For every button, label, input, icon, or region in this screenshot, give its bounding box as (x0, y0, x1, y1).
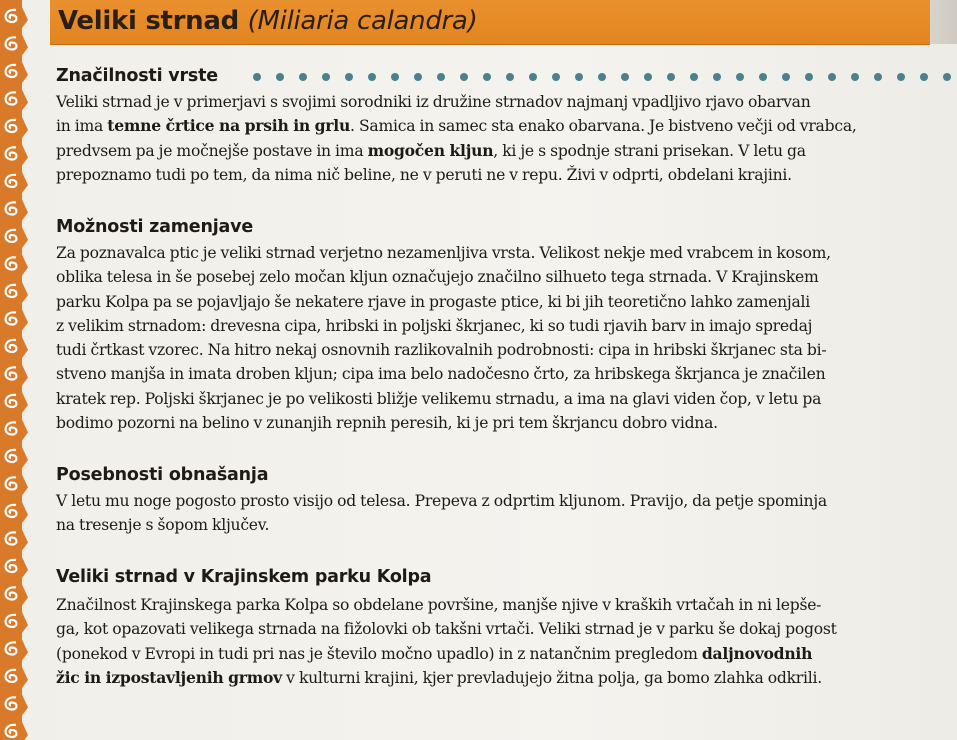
leader-dot (506, 73, 514, 81)
leader-dot (253, 73, 261, 81)
section-heading-behaviour: Posebnosti obnašanja (56, 465, 269, 485)
leader-dot (874, 73, 882, 81)
section-heading-confusion: Možnosti zamenjave (56, 217, 254, 237)
text-line (56, 163, 940, 187)
section-text-park (56, 593, 940, 690)
text-run: (ponekod v Evropi in tudi pri nas je število močno upadlo) in z natančnim pregledom (56, 644, 702, 663)
leader-dot (299, 73, 307, 81)
leader-dot (920, 73, 928, 81)
bold-text: mogočen kljun (367, 140, 494, 160)
leader-dot (414, 73, 422, 81)
bold-text: daljnovodnih (701, 643, 813, 663)
text-run: na tresenje s šopom ključev. (56, 516, 270, 535)
title-main: Veliki strnad (58, 6, 248, 36)
text-run: v kulturni krajini, kjer prevladujejo žitna polja, ga bomo zlahka odkrili. (281, 668, 822, 687)
text-run: ga, kot opazovati velikega strnada na fižolovki ob takšni vrtači. Veliki strnad je v parku še dokaj pogost (56, 620, 837, 639)
leader-dot (552, 73, 560, 81)
text-line (56, 114, 940, 138)
leader-dot (437, 73, 445, 81)
text-run: Za poznavalca ptic je veliki strnad verjetno nezamenljiva vrsta. Velikost nekje med vrabcem in kosom, (56, 244, 831, 262)
text-run: z velikim strnadom: drevesna cipa, hribski in poljski škrjanec, ki so tudi rjavih barv in imajo spredaj (56, 316, 813, 335)
text-line (56, 387, 940, 411)
title-bar-edge (930, 0, 957, 44)
section-heading-park: Veliki strnad v Krajinskem parku Kolpa (56, 567, 432, 587)
leader-dot (713, 73, 721, 81)
decorative-left-border (0, 0, 30, 740)
text-run: in ima (56, 117, 108, 136)
text-line (56, 90, 940, 114)
text-run: V letu mu noge pogosto prosto visijo od telesa. Prepeva z odprtim kljunom. Pravijo, da petje spominja (56, 492, 827, 510)
bold-text: žic in izpostavljenih grmov (56, 667, 282, 687)
text-line (56, 593, 940, 617)
text-line (56, 489, 940, 513)
text-run: predvsem pa je močnejše postave in ima (56, 141, 368, 160)
leader-dot (529, 73, 537, 81)
text-line (56, 642, 940, 666)
leader-dot (736, 73, 744, 81)
leader-dot (345, 73, 353, 81)
text-run: oblika telesa in še posebej zelo močan kljun označujejo značilno silhueto tega strnada. V Krajinskem (56, 268, 819, 287)
leader-dot (851, 73, 859, 81)
leader-dot (805, 73, 813, 81)
text-run: parku Kolpa pa se pojavljajo še nekatere rjave in progaste ptice, ki bi jih teoretično lahko zamenjali (56, 292, 811, 311)
leader-dot (644, 73, 652, 81)
section-text-behaviour (56, 489, 940, 538)
leader-dot (667, 73, 675, 81)
text-run: . Samica in samec sta enako obarvana. Je bistveno večji od vrabca, (350, 117, 857, 136)
title-latin-name: (Miliaria calandra) (247, 6, 478, 36)
leader-dot (575, 73, 583, 81)
text-line (56, 513, 940, 537)
text-run: stveno manjša in imata droben kljun; cipa ima belo nadočesno črto, za hribskega škrjanca je značilen (56, 365, 826, 384)
text-line (56, 666, 940, 690)
leader-dot (483, 73, 491, 81)
leader-dot (690, 73, 698, 81)
leader-dot (276, 73, 284, 81)
text-run: bodimo pozorni na belino v zunanjih repnih peresih, ki je pri tem škrjancu dobro vidna. (56, 414, 718, 433)
section-heading-characteristics: Značilnosti vrste (56, 66, 218, 86)
text-line (56, 314, 940, 338)
dotted-leader (252, 72, 957, 82)
bold-text: temne črtice na prsih in grlu (107, 116, 351, 136)
leader-dot (759, 73, 767, 81)
text-run: Veliki strnad je v primerjavi s svojimi sorodniki iz družine strnadov najmanj vpadljivo rjavo obarvan (56, 93, 811, 111)
text-line (56, 139, 940, 163)
text-run: prepoznamo tudi po tem, da nima nič beline, ne v peruti ne v repu. Živi v odprti, obdelani krajini. (56, 165, 792, 184)
leader-dot (391, 73, 399, 81)
text-run: Značilnost Krajinskega parka Kolpa so obdelane površine, manjše njive v kraških vrtačah in ni lepše- (56, 596, 822, 614)
leader-dot (368, 73, 376, 81)
leader-dot (943, 73, 951, 81)
leader-dot (897, 73, 905, 81)
text-run: tudi črtkast vzorec. Na hitro nekaj osnovnih razlikovalnih podrobnosti: cipa in hribski škrjanec sta bi- (56, 341, 827, 360)
page-title (58, 6, 477, 36)
text-line (56, 617, 940, 641)
text-line (56, 241, 940, 265)
section-text-characteristics (56, 90, 940, 187)
leader-dot (621, 73, 629, 81)
section-text-confusion (56, 241, 940, 435)
leader-dot (460, 73, 468, 81)
text-line (56, 362, 940, 386)
leader-dot (322, 73, 330, 81)
leader-dot (782, 73, 790, 81)
text-line (56, 411, 940, 435)
text-run: kratek rep. Poljski škrjanec je po velikosti bližje velikemu strnadu, a ima na glavi viden čop, v letu pa (56, 389, 822, 408)
text-run: , ki je s spodnje strani prisekan. V letu ga (493, 141, 806, 160)
text-line (56, 265, 940, 289)
leader-dot (598, 73, 606, 81)
leader-dot (828, 73, 836, 81)
text-line (56, 338, 940, 362)
text-line (56, 290, 940, 314)
